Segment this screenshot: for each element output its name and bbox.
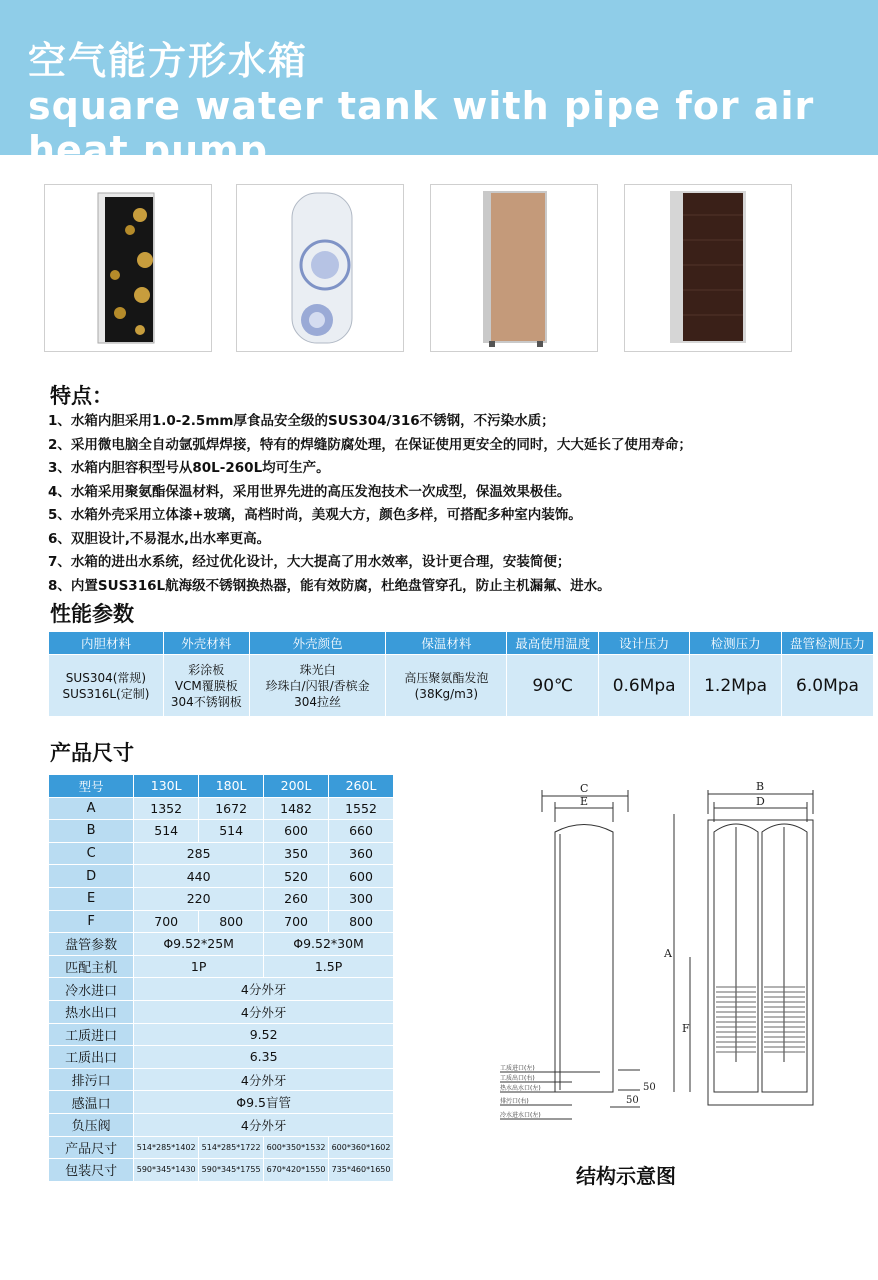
dim-label-d: D: [756, 795, 765, 808]
table-row: C 285 350 360: [49, 842, 394, 865]
table-header: 设计压力: [599, 632, 690, 655]
feature-item: 8、内置SUS316L航海级不锈钢换热器，能有效防腐，杜绝盘管穿孔，防止主机漏氟、进水。: [48, 577, 611, 594]
table-header: 盘管检测压力: [782, 632, 874, 655]
table-row: 排污口 4分外牙: [49, 1068, 394, 1091]
table-row: 感温口 Φ9.5盲管: [49, 1091, 394, 1114]
feature-item: 2、采用微电脑全自动氩弧焊焊接，特有的焊缝防腐处理，在保证使用更安全的同时，大大延长了使用寿命；: [48, 436, 692, 453]
table-row: 包装尺寸 590*345*1430 590*345*1755 670*420*1550 735*460*1650: [49, 1159, 394, 1182]
feature-item: 7、水箱的进出水系统，经过优化设计，大大提高了用水效率，设计更合理，安装简便；: [48, 554, 571, 570]
table-row: 工质出口 6.35: [49, 1046, 394, 1069]
port-label: 排污口(右): [500, 1098, 529, 1105]
table-row: 产品尺寸 514*285*1402 514*285*1722 600*350*1532 600*360*1602: [49, 1136, 394, 1159]
table-row: B 514 514 600 660: [49, 820, 394, 843]
header-banner: [0, 0, 878, 172]
product-photo-white: [236, 184, 404, 352]
port-label: 冷水进水口(左): [500, 1112, 541, 1119]
table-row: [49, 655, 874, 717]
feature-item: 6、双胆设计,不易混水,出水率更高。: [48, 530, 271, 547]
table-row: E 220 260 300: [49, 887, 394, 910]
table-row: 热水出口 4分外牙: [49, 1000, 394, 1023]
table-row: A 1352 1672 1482 1552: [49, 797, 394, 820]
product-photo-brown: [624, 184, 792, 352]
dim-label-50b: 50: [626, 1095, 639, 1106]
insulation-cell: 高压聚氨酯发泡 (38Kg/m3): [386, 655, 507, 717]
port-label: 工质进口(左): [500, 1065, 535, 1072]
table-header-row: [49, 775, 394, 798]
feature-item: 5、水箱外壳采用立体漆+玻璃，高档时尚，美观大方，颜色多样，可搭配多种室内装饰。: [48, 507, 582, 523]
size-title: 产品尺寸: [50, 741, 134, 765]
coil-test-pressure-cell: 6.0Mpa: [782, 655, 874, 717]
feature-item: 3、水箱内胆容积型号从80L-260L均可生产。: [48, 460, 330, 476]
table-row: 匹配主机 1P 1.5P: [49, 955, 394, 978]
features-list: [48, 410, 878, 598]
dim-label-50a: 50: [643, 1082, 656, 1093]
table-header: 260L: [329, 775, 394, 798]
table-row: 盘管参数 Φ9.52*25M Φ9.52*30M: [49, 933, 394, 956]
dim-label-c: C: [580, 782, 589, 795]
table-row: 工质进口 9.52: [49, 1023, 394, 1046]
table-header: 外壳颜色: [249, 632, 386, 655]
product-photo-gold: [430, 184, 598, 352]
inner-material-cell: SUS304(常规) SUS316L(定制): [49, 655, 164, 717]
table-header: 130L: [134, 775, 199, 798]
table-header: 保温材料: [386, 632, 507, 655]
table-row: F 700 800 700 800: [49, 910, 394, 933]
dim-label-e: E: [580, 795, 589, 808]
port-label: 工质出口(右): [500, 1075, 535, 1082]
performance-table: [48, 631, 874, 717]
table-row: 冷水进口 4分外牙: [49, 978, 394, 1001]
feature-item: 4、水箱采用聚氨酯保温材料，采用世界先进的高压发泡技术一次成型，保温效果极佳。: [48, 483, 571, 500]
table-header: 180L: [199, 775, 264, 798]
design-pressure-cell: 0.6Mpa: [599, 655, 690, 717]
dim-label-b: B: [756, 780, 765, 793]
test-pressure-cell: 1.2Mpa: [690, 655, 782, 717]
features-title: 特点：: [50, 384, 113, 408]
table-header: 外壳材料: [163, 632, 249, 655]
size-table: [48, 774, 394, 1182]
diagram-caption: 结构示意图: [576, 1164, 676, 1188]
table-header-row: [49, 632, 874, 655]
title-en: square water tank with pipe for air heat pump: [28, 84, 815, 172]
port-label: 热水出水口(左): [500, 1085, 541, 1092]
table-header: 型号: [49, 775, 134, 798]
structure-diagram: [500, 772, 840, 1142]
feature-item: 1、水箱内胆采用1.0-2.5mm厚食品安全级的SUS304/316不锈钢，不污染水质；: [48, 413, 555, 429]
max-temp-cell: 90℃: [507, 655, 599, 717]
dim-label-f: F: [682, 1022, 690, 1035]
shell-material-cell: 彩涂板 VCM覆膜板 304不锈钢板: [163, 655, 249, 717]
product-photo-black: [44, 184, 212, 352]
table-header: 检测压力: [690, 632, 782, 655]
title-cn: 空气能方形水箱: [28, 39, 309, 83]
performance-title: 性能参数: [50, 602, 134, 626]
table-row: D 440 520 600: [49, 865, 394, 888]
table-header: 最高使用温度: [507, 632, 599, 655]
shell-color-cell: 珠光白 珍珠白/闪银/香槟金 304拉丝: [249, 655, 386, 717]
dim-label-a: A: [664, 947, 672, 960]
table-header: 内胆材料: [49, 632, 164, 655]
table-header: 200L: [264, 775, 329, 798]
table-row: 负压阀 4分外牙: [49, 1113, 394, 1136]
